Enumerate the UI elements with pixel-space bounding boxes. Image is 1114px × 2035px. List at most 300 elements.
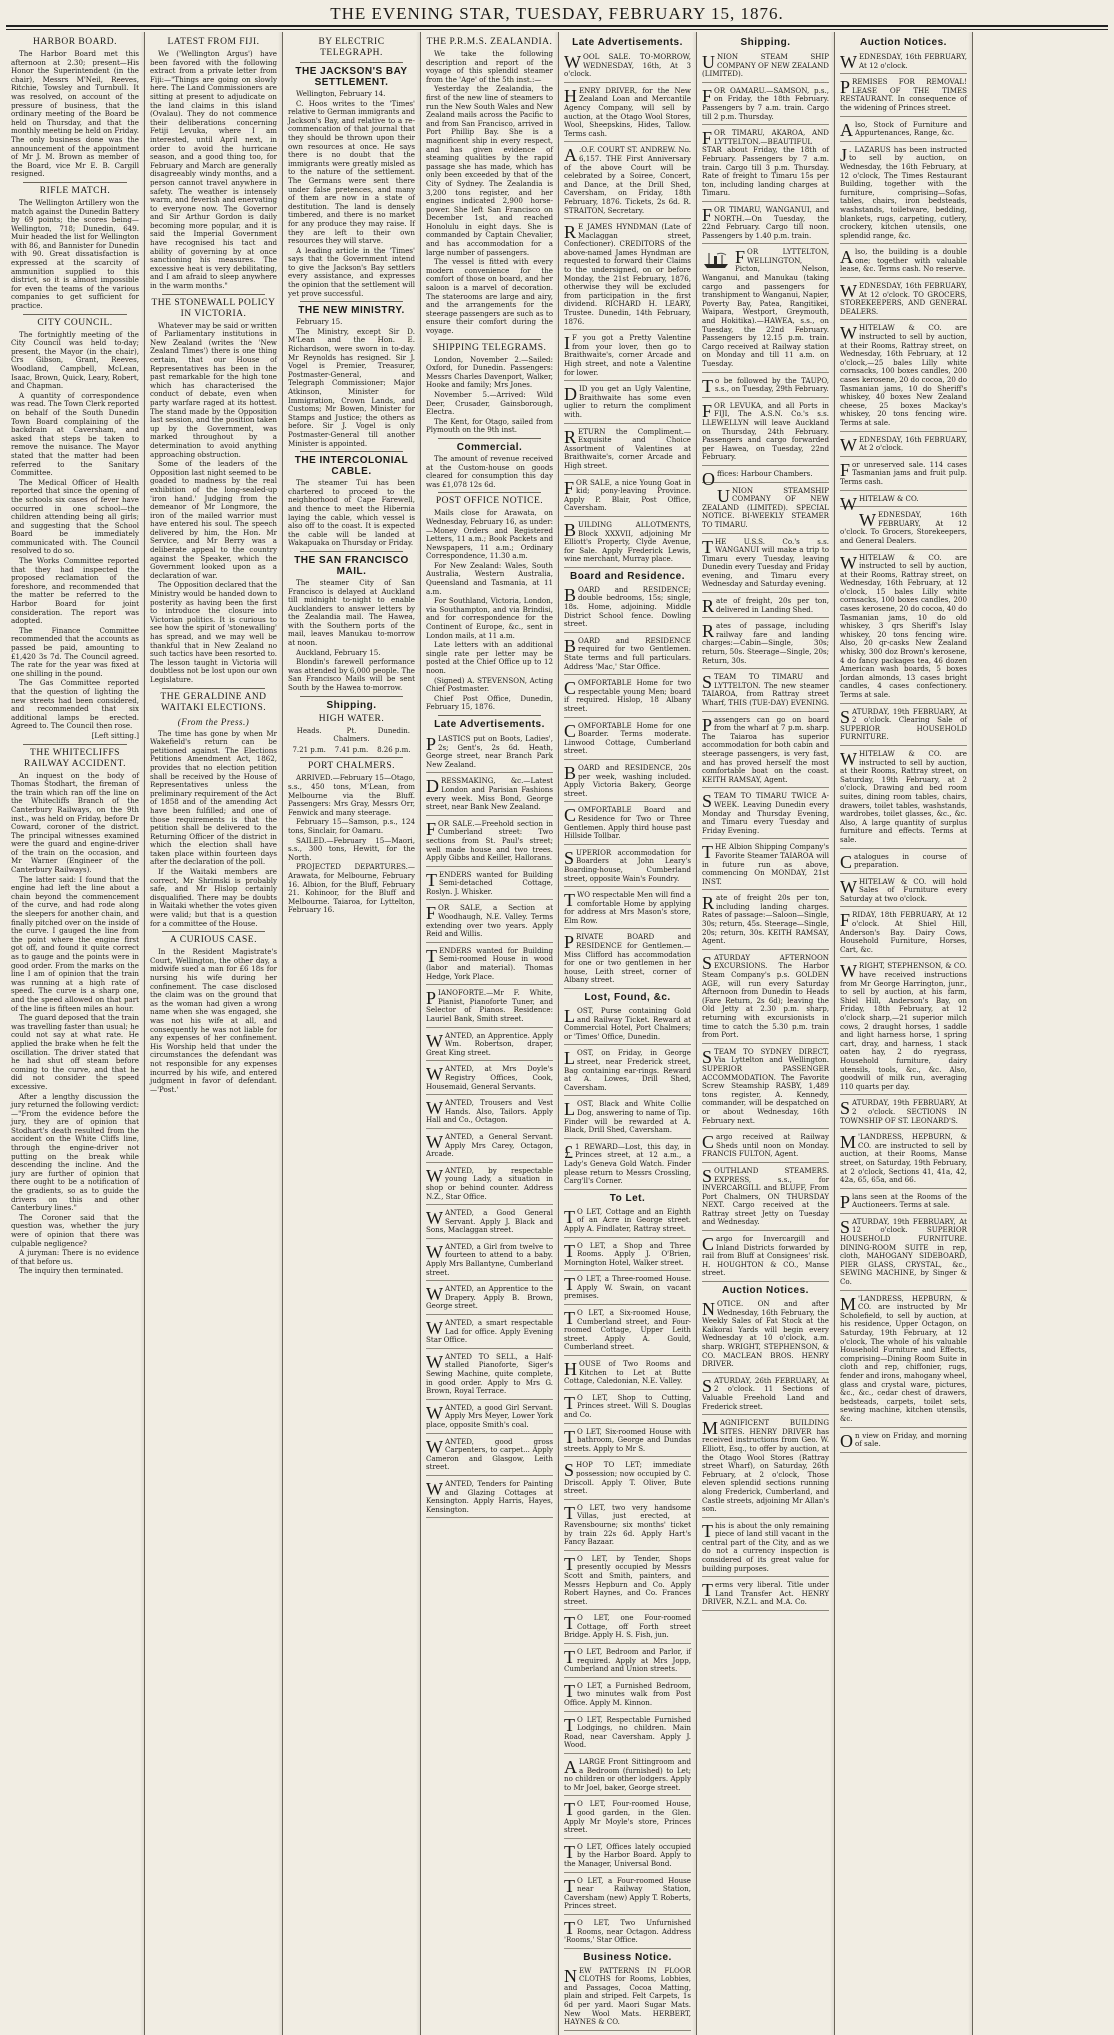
advertisement-text: EDNESDAY, 16th FEBRUARY, At 12 o'clock. TO GROCERS, STOREKEEPERS, AND GENERAL DEALERS. [840, 281, 967, 316]
advertisement [426, 1097, 553, 1129]
advertisement [564, 1714, 691, 1754]
article-paragraph: The latter said: I found that the engine had left the line about a chain beyond the commencement of the curve, and had rode along the sleepers for another chain, and finally pitched over on the inside of the curve. I gauged the line from the point where the engine first got off, and found it quite correct as to gauge and the points were in good order. From the marks on the line I am of opinion that the train was running at a high rate of speed. The curve is a sharp one, and the speed allowed on that part of the line is fifteen miles an hour. [11, 874, 139, 1013]
drop-capital: W [840, 281, 857, 302]
article-paragraph: PROJECTED DEPARTURES.—Arawata, for Melbourne, February 16. Albion, for the Bluff, February 21. Kohinoor, for the Bluff and Melbourne. Taiaroa, for Lyttelton, February 16. [288, 862, 415, 915]
drop-capital: P [426, 988, 437, 1009]
advertisement-text: O LET, a Three-roomed House. Apply W. Swain, on vacant premises. [564, 1274, 691, 1301]
drop-capital: L [564, 1099, 575, 1120]
advertisement-text: O LET, a Furnished Bedroom, two minutes walk from Post Office. Apply M. Kinnon. [564, 1680, 691, 1708]
advertisement [426, 733, 553, 773]
article-section [11, 314, 139, 741]
advertisement [426, 945, 553, 985]
advertisement-text: OR TIMARU, AKAROA, AND LYTTELTON.—BEAUTIFUL STAR about Friday, the 18th of February. Passengers by 7 a.m. train. Cargo till 3 p.m. Thursday. Rate of freight to Timaru 15s per ton, including landing charges at Timaru. [702, 128, 829, 198]
advertisement-text: O LET, Six-roomed House with bathroom, George and Dundas streets. Apply to Mr S. [564, 1426, 691, 1453]
drop-capital: W [426, 1030, 443, 1051]
advertisement-text: OMFORTABLE Home for two respectable young Men; board if required. Hislop, 18 Albany street. [564, 678, 691, 713]
advertisement [564, 1841, 691, 1873]
classified-heading: Lost, Found, &c. [584, 992, 671, 1004]
drop-capital: H [564, 85, 577, 106]
section-divider [438, 715, 541, 716]
advertisement [564, 144, 691, 219]
advertisement [840, 706, 967, 746]
high-water-time: 8.26 p.m. [377, 745, 411, 754]
article-paragraph: Whatever may be said or written of Parliamentary institutions in New Zealand (writes the 'New Zealand Times') there is one thing certain, that our House of Representatives has been in the past remarkable for the high tone which has characterised the conduct of debate, even when party warfare raged at its hottest. The stand made by the Opposition last session, and the position taken up by the Government, was marked throughout by a determination to avoid anything approaching obstruction. [150, 320, 277, 459]
article-paragraph: The Works Committee reported that they had inspected the proposed reclamation of the foreshore, and recommended that the matter be referred to the Harbor Board for joint consideration. The report was adopted. [11, 556, 139, 626]
advertisement [702, 1298, 829, 1373]
drop-capital: T [564, 890, 575, 911]
advertisement-text: OARD and RESIDENCE; double bedrooms, 15s; single, 18s. Home, adjoining. Middle District School fence. Dowling street. [564, 584, 691, 629]
advertisement [426, 775, 553, 815]
advertisement-text: TEAM TO SYDNEY DIRECT, Via Lyttelton and Wellington. SUPERIOR PASSENGER ACCOMMODATION. The Favorite Screw Steamship RASBY, 1,489 tons register, A. Kennedy, commander, will be despatched on or about Wednesday, 16th February next. [702, 1046, 829, 1125]
advertisement-text: ANTED, Trousers and Vest Hands. Also, Tailors. Apply Hall and Co., Octagon. [426, 1098, 553, 1125]
drop-capital: D [426, 776, 439, 797]
advertisement-text: UILDING ALLOTMENTS, Block XXXVII, adjoining Mr Elliott's Property, Clyde Avenue, for Sale. Apply Frederick Lewis, wine merchant, Murray place. [564, 519, 691, 564]
drop-capital: T [702, 842, 713, 863]
advertisement-text: ANTED, Tenders for Painting and Glazing Cottages at Kensington. Apply Harris, Hayes, Kensington. [426, 1478, 553, 1514]
article-paragraph: The steamer Tui has been chartered to proceed to the neighborhood of Cape Farewell, and thence to meet the Hibernia laying the cable, which vessel is also off to the coast. It is expected the cable will be landed at Wakapuaka on Thursday or Friday. [288, 478, 415, 548]
drop-capital: D [564, 384, 577, 405]
advertisement [564, 1875, 691, 1915]
drop-capital: R [702, 621, 715, 642]
steamship-icon [702, 250, 732, 270]
article-section [288, 62, 415, 298]
drop-capital: F [702, 85, 713, 106]
advertisement [840, 960, 967, 1095]
article-paragraph: We take the following description and report of the voyage of this splendid steamer from the 'Age' of the 5th inst.:— [426, 49, 553, 84]
drop-capital: N [564, 1965, 577, 1986]
section-divider [300, 551, 403, 552]
drop-capital: S [702, 791, 713, 812]
article-section [426, 492, 553, 712]
article-paragraph: The Harbor Board met this afternoon at 2.30; present—His Honor the Superintendent (in the chair), Messrs M'Neil, Reeves, Ritchie, Towsley and Turnbull. It was resolved, on account of the pressure of business, that the ordinary meeting of the Board be held on Thursday, and that the monthly meeting be held on Friday. The only business done was the announcement of the appointment of Mr J. M. Brown as member of the Board, vice Mr E. B. Cargill resigned. [11, 49, 139, 179]
advertisement [840, 876, 967, 908]
article-section [11, 744, 139, 1276]
advertisement-text: RIVATE BOARD and RESIDENCE for Gentlemen.—Miss Clifford has accommodation for one or two gentlemen in her house, Leith street, corner of Albany street. [564, 932, 691, 985]
article-section [11, 182, 139, 311]
drop-capital: J [840, 144, 848, 165]
drop-capital: S [564, 1460, 575, 1481]
section-heading: Shipping. [326, 699, 377, 711]
article-section [426, 339, 553, 435]
advertisement [564, 1005, 691, 1045]
high-water-time: 7.21 p.m. [292, 745, 326, 754]
advertisement [564, 931, 691, 989]
drop-capital: T [426, 945, 437, 966]
drop-capital: T [564, 1875, 575, 1896]
advertisement-text: . LAZARUS has been instructed to sell by auction, on Wednesday, the 16th February, at 12 o'clock, The Times Restaurant Building, together with the furniture, comprising—Sofas, tables, chairs, iron bedsteads, washstands, toiletware, bedding, blankets, rugs, carpeting, cutlery, crockery, kitchen utensils, one splendid range, &c. [840, 144, 967, 240]
advertisement-text: lso, the building is a double one; together with valuable lease, &c. Terms cash. No reserve. [840, 247, 967, 274]
advertisement-text: ATURDAY, 19th FEBRUARY, At 2 o'clock. SECTIONS IN TOWNSHIP OF ST. LEONARD'S. [840, 1098, 967, 1125]
classified-heading: Auction Notices. [722, 1285, 809, 1297]
advertisement-text: OARD and RESIDENCE required for two Gentlemen. State terms and full particulars. Address 'Mac,' Star Office. [564, 635, 691, 671]
advertisement [840, 851, 967, 874]
drop-capital: B [564, 519, 577, 540]
advertisement-text: LASTICS put on Boots, Ladies', 2s; Gent's, 2s 6d. Heath, George street, near Branch Park New Zealand. [426, 733, 553, 769]
advertisement [564, 889, 691, 929]
advertisement-text: NION STEAM SHIP COMPANY OF NEW ZEALAND (LIMITED). [702, 52, 829, 79]
advertisement [702, 1520, 829, 1578]
advertisement-text: O LET, Cottage and an Eighth of an Acre in George street. Apply A. Findlater, Rattray street. [564, 1206, 691, 1233]
advertisement [840, 76, 967, 116]
advertisement [426, 818, 553, 867]
advertisement-text: UPERIOR accommodation for Boarders at John Leary's Boarding-house, Cumberland street, opposite Wain's Foundry. [564, 847, 691, 883]
drop-capital: W [840, 52, 857, 72]
drop-capital: T [702, 1520, 713, 1541]
article-paragraph: Late letters with an additional single rate per letter may be posted at the Chief Office up to 12 noon. [426, 640, 553, 675]
advertisement [564, 1917, 691, 1949]
drop-capital: W [840, 323, 857, 344]
advertisement [564, 383, 691, 423]
drop-capital: S [702, 1046, 713, 1067]
advertisement-text: OMFORTABLE Board and Residence for Two or Three Gentlemen. Apply third house past Hillside Tollbar. [564, 805, 691, 841]
column-4 [420, 32, 558, 2035]
drop-capital: £ [564, 1141, 573, 1162]
classified-heading: Business Notice. [583, 1951, 672, 1963]
high-water-times [288, 746, 415, 755]
advertisement [840, 322, 967, 431]
article-paragraph: We ('Wellington Argus') have been favored with the following extract from a private letter from Fiji:—"Things are going on slowly here. The Land Commissioners are sitting at present to adjudicate on the land claims in this island (Ovalau). They do not commence their deliberations concerning Fetiji Levuka, where I am interested, until April next, in order to avoid the hurricane season, and a good thing too, for February and March are generally disagreeably windy months, and a person cannot travel anywhere in safety. The weather is intensely warm, and feverish and enervating to everyone now. The Governor and Sir Arthur Gordon is daily becoming more popular, and it is said the Imperial Government have recognised his tact and ability of governing by at once sanctioning his measures. The excessive heat is very debilitating, and I am afraid to sleep anywhere in the warm months." [150, 49, 277, 291]
article-section [150, 37, 277, 291]
advertisement [564, 85, 691, 143]
drop-capital: F [840, 459, 851, 480]
article-paragraph: The Medical Officer of Health reported that since the opening of the schools six cases of fever have occurred in one school—the children attending being all girls; and suggesting that the School Board be immediately communicated with. The Council resolved to do so. [11, 477, 139, 556]
drop-capital: T [564, 1308, 575, 1329]
advertisement-text: ates of passage, including railway fare and landing charges:—Cabin—Single, 30s; return, 50s. Steerage—Single, 20s; Return, 30s. [702, 621, 829, 665]
advertisement [564, 1273, 691, 1305]
drop-capital: T [564, 1206, 575, 1227]
article-paragraph: The guard deposed that the train was travelling faster than usual; he could not say at what rate. He applied the brake when he felt the oscillation. The driver stated that he had shut off steam before coming to the curve, and that he did not consider the speed excessive. [11, 1013, 139, 1091]
advertisement [702, 1046, 829, 1129]
advertisement [564, 1756, 691, 1796]
advertisement-text: ffices: Harbour Chambers. [717, 468, 813, 478]
article-paragraph: The Wellington Artillery won the match against the Dunedin Battery by 69 points; the scores being—Wellington, 718; Dunedin, 649. Muir headed the list for Wellington with 86, and Bannister for Dunedin with 90. Great dissatisfaction is expressed at the scarcity of ammunition supplied to this district, so it is almost impossible for even the teams of the various companies to get sufficient for practice. [11, 197, 139, 311]
advertisement-text: AGNIFICENT BUILDING SITES. HENRY DRIVER has received instructions from Geo. W. Elliott, Esq., to offer by auction, at the Otago Wool Stores (Rattray street Wharf), on Saturday, 26th February, at 2 o'clock, Those eleven splendid sections running along Frederick, Cumberland, and Castle streets, adjoining Mr Allan's son. [702, 1418, 829, 1514]
advertisement [840, 280, 967, 320]
advertisement [564, 1141, 691, 1190]
advertisement [840, 51, 967, 74]
column-7 [834, 32, 972, 2035]
section-divider [23, 314, 127, 315]
drop-capital: M [702, 1418, 719, 1439]
advertisement [840, 1293, 967, 1428]
drop-capital: T [564, 1714, 575, 1735]
drop-capital: R [564, 222, 577, 243]
advertisement [840, 1430, 967, 1453]
high-water-place: Dunedin. [377, 726, 410, 735]
drop-capital: T [564, 1917, 575, 1938]
section-heading: Shipping. [740, 37, 791, 48]
advertisement-text: HE Albion Shipping Company's Favorite Steamer TAIAROA will in future run as above, commencing On MONDAY, 21st INST. [702, 842, 829, 886]
section-divider [162, 294, 265, 295]
advertisement [840, 509, 967, 549]
advertisement-text: ANTED, an Apprentice to the Drapery. Apply B. Brown, George street. [426, 1284, 553, 1311]
advertisement-text: lans seen at the Rooms of the Auctioneers. Terms at sale. [852, 1191, 967, 1210]
drop-capital: T [702, 1580, 713, 1601]
drop-capital: W [426, 1165, 443, 1186]
advertisement [426, 902, 553, 942]
advertisement-text: OUSE of Two Rooms and Kitchen to Let at Butte Cottage, Caledonian, N.E. Valley. [564, 1359, 691, 1386]
advertisement-text: RESSMAKING, &c.—Latest London and Parisian Fashions every week. Miss Bond, George street, near Bank New Zealand. [426, 776, 553, 812]
columns-grid [6, 32, 1110, 2027]
drop-capital: A [840, 119, 853, 140]
advertisement [702, 1375, 829, 1415]
advertisement-text: 'LANDRESS, HEPBURN, & CO. are instructed by Mr Scholefield, to sell by auction, at his residence, Upper Octagon, on Saturday, 19th February, at 12 o'clock, The whole of his valuable Household Furniture and Effects, comprising—Dining Room Suite in cloth and rep, chiffonier, rugs, fender and irons, mahogany wheel, glass and crystal ware, pictures, &c., &c., cedar chest of drawers, bedsteads, carpets, toilet sets, sewing machine, kitchen utensils, &c. [840, 1293, 967, 1423]
advertisement [840, 119, 967, 142]
drop-capital: B [564, 762, 577, 783]
section-divider [300, 62, 403, 63]
drop-capital: T [564, 1647, 575, 1668]
drop-capital: S [564, 847, 575, 868]
advertisement-text: OUTHLAND STEAMERS. EXPRESS, s.s., for INVERCARGILL and BLUFF, From Port Chalmers, ON THURSDAY NEXT. Cargo received at the Rattray street Jetty on Tuesday and Wednesday. [702, 1165, 829, 1227]
advertisement-text: EW PATTERNS IN FLOOR CLOTHS for Rooms, Lobbies, and Passages, Cocoa Matting, plain and striped. Felt Carpets, 1s 6d per yard. Maori Sugar Mats. New Wool Mats. HERBERT, HAYNES & CO. [564, 1965, 691, 2027]
article-section [840, 37, 967, 48]
drop-capital: F [840, 910, 851, 931]
article-signoff: [Left sitting.] [91, 730, 139, 740]
advertisement-text: OST, Black and White Collie Dog, answering to name of Tip. Finder will be rewarded at A. Black, Drill Shed, Caversham. [564, 1099, 691, 1135]
column-1 [6, 32, 144, 2035]
advertisement [564, 51, 691, 83]
advertisement [564, 1047, 691, 1096]
drop-capital: F [426, 903, 437, 924]
advertisement [702, 1131, 829, 1163]
advertisement [840, 493, 967, 514]
advertisement-text: ate of freight 20s per ton, including landing charges. Rates of passage:—Saloon—Single, 30s; return, 45s. Steerage—Single, 20s; return, 30s. KEITH RAMSAY, Agent. [702, 893, 829, 946]
advertisement [702, 85, 829, 125]
advertisement [564, 804, 691, 844]
drop-capital: T [426, 869, 437, 890]
advertisement [564, 477, 691, 517]
article-paragraph: The fortnightly meeting of the City Council was held to-day; present, the Mayor (in the chair), Crs Gibson, Grant, Reeves, Woodland, Campbell, McLean, Isaac, Brown, Quick, Leary, Robert, and Chapman. [11, 329, 139, 391]
article-paragraph: The Gas Committee reported that the question of lighting the new streets had been considered, and recommended that six additional lamps be erected. Agreed to. The Council then rose. [11, 678, 139, 731]
drop-capital: S [702, 672, 713, 693]
drop-capital: T [702, 536, 713, 557]
drop-capital: C [702, 1132, 715, 1153]
article-section [288, 37, 415, 59]
drop-capital: C [702, 1234, 715, 1255]
drop-capital: F [735, 247, 746, 268]
drop-capital: T [564, 1274, 575, 1295]
drop-capital: S [840, 706, 851, 727]
advertisement-text: atalogues in course of preparation. [854, 851, 967, 870]
advertisement-text: WO respectable Men will find a comfortable Home by applying for address at Mrs Mason's store, Elm Row. [564, 890, 691, 925]
advertisement-text: OST, on Friday, in George street, near Frederick street, Bag containing ear-rings. Reward at A. Lowes, Drill Shed, Caversham. [564, 1048, 691, 1092]
masthead-rule [6, 25, 1108, 27]
advertisement [564, 635, 691, 675]
drop-capital: R [702, 596, 715, 617]
advertisement [426, 1402, 553, 1434]
advertisement-text: OMFORTABLE Home for one Boarder. Terms moderate. Linwood Cottage, Cumberland street. [564, 720, 691, 756]
advertisement [702, 204, 829, 244]
drop-capital: W [426, 1436, 443, 1457]
advertisement-text: HE U.S.S. Co.'s s.s. WANGANUI will make a trip to Timaru every Tuesday, leaving Dunedin every Tuesday and Friday evening, and Timaru every Wednesday and Saturday evening. [702, 536, 829, 589]
article-paragraph: A juryman: There is no evidence of that before us. [11, 1248, 139, 1266]
drop-capital: T [564, 1680, 575, 1701]
drop-capital: M [840, 1132, 857, 1153]
advertisement [702, 892, 829, 950]
section-divider [300, 696, 403, 697]
drop-capital: W [840, 961, 857, 982]
article-paragraph: London, November 2.—Sailed: Oxford, for Dunedin. Passengers: Messrs Charles Davenport, Walker, Hooke and family; Mrs Jones. [426, 354, 553, 390]
advertisement [564, 1646, 691, 1678]
article-section [426, 37, 553, 336]
section-divider [300, 451, 403, 452]
advertisement [702, 485, 829, 534]
drop-capital: F [426, 818, 437, 839]
advertisement-text: O LET, one Four-roomed Cottage, off Forth street Bridge. Apply H. S. Fish, jun. [564, 1613, 691, 1640]
advertisement-text: n view on Friday, and morning of sale. [855, 1430, 967, 1449]
article-paragraph: Yesterday the Zealandia, the first of the new line of steamers to run the New South Wales and New Zealand mails across the Pacific to and from San Francisco, arrived in Port Phillip Bay. She is a magnificent ship in every respect, and has given evidence of steaming qualities by the rapid passage she has made, which has only been exceeded by that of the City of Sydney. The Zealandia is 3,200 tons register, and her engines indicated 2,900 horse-power. She left San Francisco on December 1st, and reached Honolulu in eight days. She is commanded by Captain Chevalier, and has accommodation for a large number of passengers. [426, 84, 553, 257]
advertisement-text: .O.F. COURT ST. ANDREW. No. 6,157. THE First Anniversary of the above Court will be celebrated by a Soiree, Concert, and Dance, at the Drill Shed, Caversham, on Friday, 18th February, 1876. Tickets, 2s 6d. R. STRAITON, Secretary. [564, 145, 691, 215]
advertisement [426, 987, 553, 1027]
advertisement [564, 1240, 691, 1272]
advertisement-text: NION STEAMSHIP COMPANY OF NEW ZEALAND (LIMITED). SPECIAL NOTICE. BI-WEEKLY STEAMER TO TIMARU. [702, 485, 829, 529]
column-5 [558, 32, 696, 2035]
advertisement-text: O LET, Respectable Furnished Lodgings, no children. Main Road, near Caversham. Apply J. Wood. [564, 1714, 691, 1750]
article-paragraph: The amount of revenue received at the Custom-house on goods cleared for consumption this day was £1,078 12s 6d. [426, 453, 553, 489]
advertisement [840, 144, 967, 245]
drop-capital: T [564, 1426, 575, 1447]
section-heading: THE JACKSON'S BAY SETTLEMENT. [295, 66, 408, 88]
drop-capital: P [840, 1191, 851, 1212]
drop-capital: P [426, 733, 437, 754]
article-paragraph: The steamer City of San Francisco is delayed at Auckland till midnight to-night to enable Aucklanders to answer letters by the Zealandia mail. The Hawea, with the Southern ports of the mail, leaves Manukau to-morrow at noon. [288, 577, 415, 648]
section-heading: THE INTERCOLONIAL CABLE. [294, 455, 409, 478]
high-water-places [288, 727, 415, 744]
advertisement-text: O LET, by Tender, Shops presently occupied by Messrs Scott and Smith, painters, and Messrs Hepburn and Co. Apply Robert Haynes, and Co. Frances street. [564, 1553, 691, 1606]
section-heading: THE STONEWALL POLICY IN VICTORIA. [151, 297, 276, 319]
drop-capital: O [840, 1430, 853, 1451]
section-heading: RIFLE MATCH. [39, 185, 111, 196]
advertisement [564, 1307, 691, 1356]
high-water-place: Heads. [296, 726, 322, 735]
advertisement-text: or unreserved sale. 114 cases Tasmanian jams and fruit pulp. Terms cash. [840, 459, 967, 486]
advertisement [426, 1317, 553, 1349]
advertisement-text: assengers can go on board from the wharf at 7 p.m. sharp. The Taiaroa has superior accommodation for both cabin and steerage passengers, is very fast, and has proved herself the most comfortable boat on the coast. KEITH RAMSAY, Agent. [702, 714, 829, 784]
drop-capital: B [564, 584, 577, 605]
drop-capital: C [840, 851, 853, 872]
article-paragraph: The Ministry, except Sir D. M'Lean and the Hon. E. Richardson, were sworn in to-day. Mr Reynolds has resigned. Sir J. Vogel is Premier, Treasurer, Postmaster-General, and Telegraph Commissioner; Major Atkinson, Minister for Immigration, Crown Lands, and Customs; Mr Bowen, Minister for Stamps and Justice; the others as before. Sir J. Vogel is only Postmaster-General till another Minister is appointed. [288, 326, 415, 448]
advertisement-text: argo received at Railway Sheds until noon on Monday. FRANCIS FULTON, Agent. [702, 1132, 829, 1159]
advertisement-text: HITELAW & CO. [859, 493, 919, 503]
article-paragraph: ARRIVED.—February 15—Otago, s.s., 450 tons, M'Lean, from Melbourne via the Bluff. Passengers: Mrs Gray, Messrs Orr, Fenwick and many steerage. [288, 773, 415, 817]
advertisement-text: OR SALE, a Section at Woodhaugh, N.E. Valley. Terms extending over two years. Apply Reid and Willis. [426, 903, 553, 939]
article-paragraph: Mails close for Arawata, on Wednesday, February 16, as under:—Money Orders and Registered Letters, 11 a.m.; Book Packets and Newspapers, 11 a.m.; Ordinary Correspondence, 11.30 a.m. [426, 508, 553, 561]
advertisement-text: ANTED, a Good General Servant. Apply J. Black and Sons, Maclaggan street. [426, 1208, 553, 1235]
drop-capital: I [564, 333, 570, 354]
section-divider [162, 931, 265, 932]
classified-heading: To Let. [609, 1192, 646, 1204]
drop-capital: S [702, 952, 713, 973]
advertisement [702, 1233, 829, 1282]
advertisement-text: ATURDAY AFTERNOON EXCURSIONS. The Harbor Steam Company's p.s. GOLDEN AGE, will run every Saturday Afternoon from Dunedin to Heads (Fare Return, 2s 6d); leaving the Old Jetty at 2.30 p.m. sharp, returning with excursionists in time to catch the 5.30 p.m. train from Port. [702, 952, 829, 1040]
high-water-place: Pt. Chalmers. [333, 726, 370, 744]
advertisement [840, 246, 967, 278]
drop-capital: M [840, 1293, 857, 1314]
advertisement [702, 468, 829, 489]
section-heading: HARBOR BOARD. [32, 37, 118, 47]
article-paragraph: Blondin's farewell performance was attended by 6,000 people. The San Francisco Mails will be sent South by the Hawea to-morrow. [288, 657, 415, 693]
advertisement [564, 1798, 691, 1838]
article-paragraph: The time has gone by when Mr Wakefield's return can be petitioned against. The Elections Petitions Amendment Act, 1862, provides that no election petition shall be received by the House of Representatives unless the preliminary requirement of the Act of 1858 and of the amending Act have been fulfilled; and one of those requirements is that the petition shall be delivered to the Returning Officer of the district in which the election shall have taken place within fourteen days after the declaration of the poll. [150, 728, 277, 867]
section-heading: THE P.R.M.S. ZEALANDIA. [426, 37, 553, 47]
advertisement-text: ANTED, good gross Carpenters, to carpet... Apply Cameron and Glasgow, Leith street. [426, 1436, 553, 1472]
column-3 [282, 32, 420, 2035]
drop-capital: U [717, 485, 730, 506]
advertisement-text: o be followed by the TAUPO, s.s., on Tuesday, 29th February. [715, 375, 829, 394]
article-paragraph: The Coroner said that the question was, whether the jury were of opinion that there was culpable negligence? [11, 1212, 139, 1248]
advertisement [426, 1030, 553, 1062]
article-section [288, 301, 415, 448]
advertisement [564, 519, 691, 568]
article-paragraph: The inquiry then terminated. [19, 1266, 124, 1276]
advertisement-text: O LET, Offices lately occupied by the Harbor Board. Apply to the Manager, Universal Bond. [564, 1841, 691, 1868]
article-section [288, 757, 415, 915]
article-paragraph: An inquest on the body of Thomas Stodhart, the fireman of the train which ran off the line on the Whitecliffs Branch of the Canterbury Railways, on the 9th inst., was held on Friday, before Dr Coward, coroner of the district. The principal witnesses examined were the guard and engine-driver of the train on the occasion, and Mr Warner (Engineer of the Canterbury Railways). [11, 770, 139, 875]
advertisement [702, 671, 829, 711]
advertisement-text: lso, Stock of Furniture and Appurtenances, Range, &c. [855, 119, 967, 138]
article-paragraph: Chief Post Office, Dunedin, February 15, 1876. [426, 693, 553, 712]
advertisement-text: his is about the only remaining piece of land still vacant in the central part of the City, and as we do not a currency inspection is considered of its great value for building purposes. [702, 1520, 829, 1573]
advertisement-text: HITELAW & CO. are instructed to sell by auction, at their Rooms, Rattray street, on Wednesday, 16th February, at 12 o'clock,—25 bales Lilly white cornsacks, 100 boxes candles, 200 cases kerosene, 20 do cocoa, 20 do Tasmanian jams, 10 do Sheriff's whiskey, 40 boxes New Zealand cheese, 25 boxes Mackay's whiskey, 20 tons fencing wire. Terms at sale. [840, 323, 967, 427]
section-divider [23, 182, 127, 183]
section-heading: THE WHITECLIFFS RAILWAY ACCIDENT. [24, 747, 126, 769]
advertisement-text: OR LEVUKA, and all Ports in FIJI, The A.S.N. Co.'s s.s. LLEWELLYN will leave Auckland on Thursday, 24th February. Passengers and cargo forwarded per Hawea, on Tuesday, 22nd February. [702, 400, 829, 462]
advertisement [564, 221, 691, 330]
drop-capital: F [564, 477, 575, 498]
advertisement [702, 536, 829, 594]
drop-capital: T [702, 375, 713, 396]
section-divider [438, 492, 541, 493]
high-water-label: HIGH WATER. [318, 713, 385, 724]
high-water-time: 7.41 p.m. [334, 745, 369, 754]
drop-capital: W [426, 1208, 443, 1229]
section-divider [438, 438, 541, 439]
advertisement [840, 459, 967, 491]
advertisement-text: RIDAY, 18th FEBRUARY, At 12 o'clock. At Shiel Hill, Anderson's Bay. Dairy Cows, Household Furniture, Horses, Cart, &c. [840, 910, 967, 954]
advertisement-text: HITELAW & CO. are instructed to sell by auction, at their Rooms, Rattray street, on Wednesday, 16th February, at 12 o'clock, 15 bales Lilly white cornsacks, 100 boxes candles, 200 cases kerosene, 20 do cocoa, 40 do Tasmanian jams, 10 do old whiskey, 3 qrs Sheriff's Islay whiskey, 20 tons fencing wire. Also, 20 qr-casks New Zealand whisky, 300 doz Brown's kerosene, 4 do fancy packages tea, 46 dozen American wash boards, 5 boxes Jordan almonds, 13 cases bright candles, 4 cases confectionery. Terms at sale. [840, 552, 967, 699]
advertisement-text: E JAMES HYNDMAN (Late of Maclaggan street, Confectioner). CREDITORS of the above-named James Hyndman are requested to forward their Claims to the undersigned, on or before Monday, the 21st February, 1876, otherwise they will be excluded from participation in the first dividend. RICHARD H. LEARY, Trustee. Dunedin, 14th February, 1876. [564, 222, 691, 326]
advertisement [426, 1165, 553, 1205]
advertisement [426, 1478, 553, 1518]
advertisement-text: O LET, Two Unfurnished Rooms, near Octagon. Address 'Rooms,' Star Office. [564, 1917, 691, 1945]
advertisement [702, 400, 829, 466]
advertisement [702, 714, 829, 789]
section-divider [300, 757, 403, 758]
advertisement [564, 1098, 691, 1138]
advertisement [702, 51, 829, 83]
article-section [150, 294, 277, 685]
advertisement-text: OR TIMARU, WANGANUI, and NORTH.—On Tuesday, the 22nd February. Cargo till noon. Passengers by 1.40 p.m. train. [702, 204, 829, 240]
article-section [288, 451, 415, 548]
advertisement-text: ANTED TO SELL, a Half-stalled Pianoforte, Siger's Sewing Machine, quite complete, in good order. Apply to Mrs G. Brown, Royal Terrace. [426, 1351, 553, 1396]
section-heading: THE NEW MINISTRY. [298, 305, 405, 317]
drop-capital: W [840, 552, 857, 573]
advertisement-text: ate of freight, 20s per ton, delivered in Landing Shed. [716, 596, 829, 614]
article-paragraph: The Opposition declared that the Ministry would be handed down to posterity as having been the first to introduce the closure into Victorian politics. It is curious to see how the spirit of 'stonewalling' has spread, and we may well be thankful that in New Zealand no such tactics have been resorted to. The lesson taught in Victoria will doubtless not be lost upon our own Legislature. [150, 580, 278, 684]
advertisement [426, 869, 553, 901]
drop-capital: F [702, 400, 713, 421]
advertisement [840, 1216, 967, 1291]
advertisement-text: HITELAW & CO. are instructed to sell by auction, at their Rooms, Rattray street, on Saturday, 19th February, at 2 o'clock, Drawing and bed room suites, dining room tables, chairs, drawers, toilet tables, washstands, wardrobes, toilet glasses, &c., &c. Also, A large quantity of surplus furniture and effects. Terms at sale. [840, 748, 967, 844]
advertisement-text: EDNESDAY, 16th FEBRUARY, At 2 o'clock. [859, 434, 967, 453]
advertisement-text: OR OAMARU.—SAMSON, p.s., on Friday, the 18th February. Passengers by 7 a.m. train. Cargo till 2 p.m. Thursday. [702, 85, 829, 121]
advertisement [564, 1459, 691, 1499]
advertisement [426, 1351, 553, 1400]
classified-heading: Board and Residence. [569, 570, 686, 582]
drop-capital: A [840, 247, 853, 268]
drop-capital: R [564, 426, 577, 447]
section-heading: SHIPPING TELEGRAMS. [432, 342, 547, 353]
